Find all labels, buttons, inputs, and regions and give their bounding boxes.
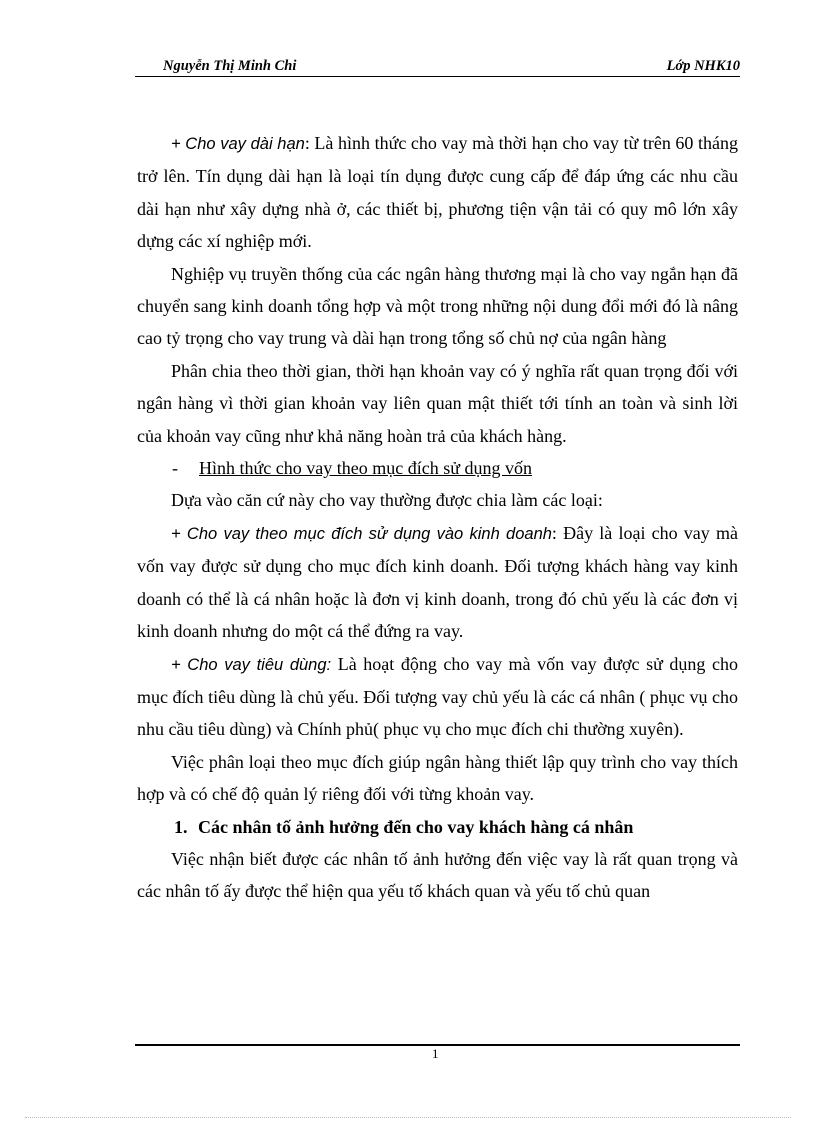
- heading-text: Các nhân tố ảnh hưởng đến cho vay khách hàng cá nhân: [198, 816, 634, 837]
- page-number: 1: [432, 1046, 439, 1061]
- paragraph-long-term-loan: [137, 127, 738, 258]
- paragraph-business-loan: [137, 517, 738, 648]
- page-header: [135, 56, 740, 77]
- subheading-purpose: [137, 452, 738, 484]
- term-business-loan: + Cho vay theo mục đích sử dụng vào kinh doanh: [171, 524, 552, 543]
- subheading-text: Hình thức cho vay theo mục đích sử dụng vốn: [199, 458, 532, 479]
- subheading-dash: -: [172, 458, 178, 479]
- text-consumer-loan: Là hoạt động cho vay mà vốn vay được sử dụng cho mục đích tiêu dùng là chủ yếu. Đối tượng vay chủ yếu là các cá nhân ( phục vụ cho nhu cầu tiêu dùng) và Chính phủ( phục vụ cho mục đích chi thường xuyên).: [137, 653, 738, 740]
- paragraph-consumer-loan: [137, 648, 738, 746]
- term-long-term-loan: + Cho vay dài hạn: [171, 135, 305, 153]
- paragraph-time-classification: Phân chia theo thời gian, thời hạn khoản vay có ý nghĩa rất quan trọng đối với ngân hàng vì thời gian khoản vay liên quan mật thiết tới tính an toàn và sinh lời của khoản vay cũng như khả năng hoàn trả của khách hàng.: [137, 360, 738, 446]
- paragraph-factors: Việc nhận biết được các nhân tố ảnh hưởng đến việc vay là rất quan trọng và các nhân tố ấy được thể hiện qua yếu tố khách quan và yếu tố chủ quan: [137, 848, 738, 902]
- paragraph-basis: Dựa vào căn cứ này cho vay thường được chia làm các loại:: [171, 490, 603, 511]
- text-business-loan: : Đây là loại cho vay mà vốn vay được sử dụng cho mục đích kinh doanh. Đối tượng khách hàng vay kinh doanh có thể là cá nhân hoặc là đơn vị kinh doanh, trong đó chủ yếu là các đơn vị kinh doanh nhưng do một cá thể đứng ra vay.: [137, 522, 738, 642]
- section-heading: [137, 811, 738, 843]
- header-author: Nguyễn Thị Minh Chi: [163, 58, 297, 74]
- paragraph-traditional-business: Nghiệp vụ truyền thống của các ngân hàng thương mại là cho vay ngắn hạn đã chuyển sang kinh doanh tổng hợp và một trong những nội dung đổi mới đó là nâng cao tỷ trọng cho vay trung và dài hạn trong tổng số chủ nợ của ngân hàng: [137, 263, 738, 349]
- term-consumer-loan: + Cho vay tiêu dùng:: [171, 655, 332, 674]
- paragraph-classification-purpose: Việc phân loại theo mục đích giúp ngân hàng thiết lập quy trình cho vay thích hợp và có chế độ quản lý riêng đối với từng khoản vay.: [137, 751, 738, 805]
- heading-number: 1.: [174, 816, 188, 837]
- text-long-term-loan: : Là hình thức cho vay mà thời hạn cho vay từ trên 60 tháng trở lên. Tín dụng dài hạn là loại tín dụng được cung cấp để đáp ứng các nhu cầu dài hạn như xây dựng nhà ở, các thiết bị, phương tiện vận tải có quy mô lớn xây dựng các xí nghiệp mới.: [137, 133, 739, 252]
- header-class: Lớp NHK10: [666, 58, 740, 74]
- document-body: [137, 127, 738, 908]
- page-edge-divider: [25, 1117, 791, 1118]
